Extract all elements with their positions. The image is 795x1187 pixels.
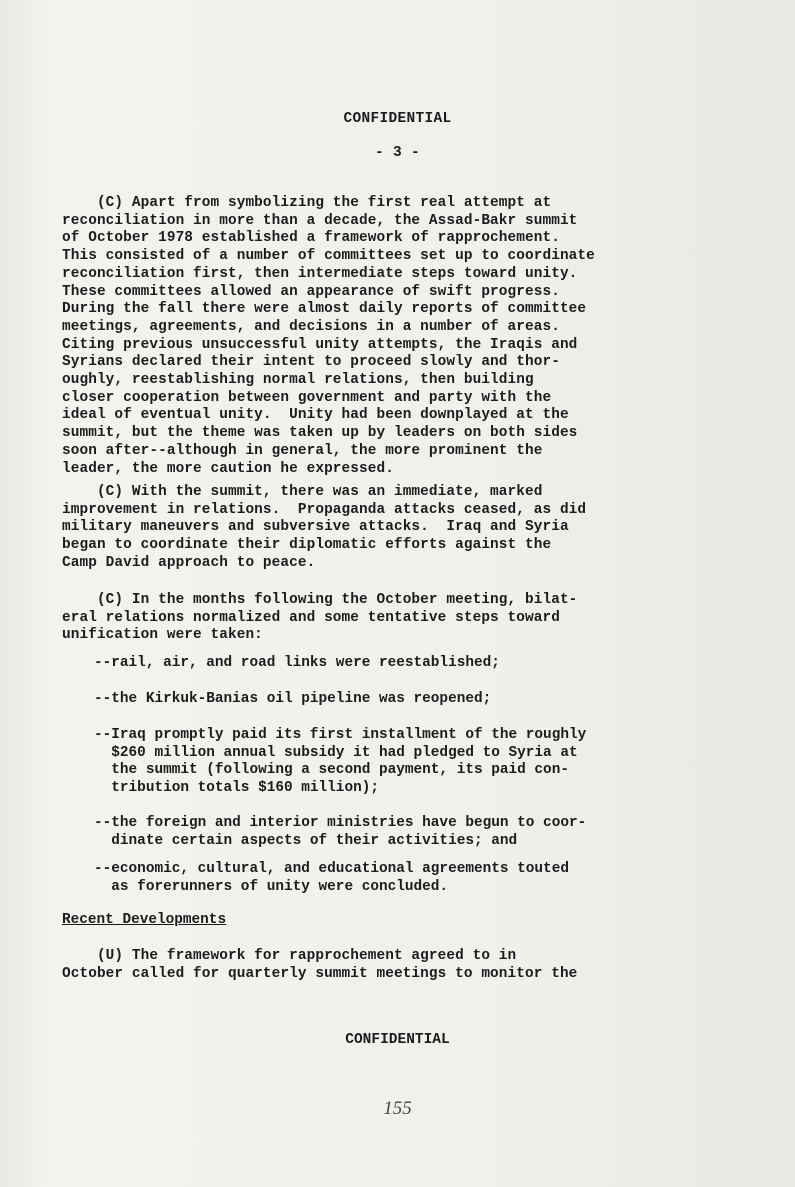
list-item: --the Kirkuk-Banias oil pipeline was reopened; [94,691,492,707]
section-heading-recent-developments: Recent Developments [62,912,227,928]
list-item: --rail, air, and road links were reestablished; [94,655,500,671]
page-number: - 3 - [374,145,420,161]
paragraph-relations-improvement: (C) With the summit, there was an immediate, marked improvement in relations. Propaganda attacks ceased, as did military maneuvers and subversive attacks. Iraq and Syria began to coordinate their diplomatic efforts against the Camp David approach to peace. [62,484,587,571]
paragraph-framework-summits: (U) The framework for rapprochement agreed to in October called for quarterly summit meetings to monitor the [62,948,578,982]
list-item: --economic, cultural, and educational agreements touted as forerunners of unity were concluded. [94,861,569,895]
classification-header: CONFIDENTIAL [343,111,452,127]
paragraph-bilateral-relations: (C) In the months following the October meeting, bilat- eral relations normalized and some tentative steps toward unification were taken: [62,592,578,644]
classification-footer: CONFIDENTIAL [345,1032,450,1048]
handwritten-folio-number: 155 [383,1098,412,1119]
list-item: --the foreign and interior ministries have begun to coor- dinate certain aspects of their activities; and [94,815,587,849]
list-item: --Iraq promptly paid its first installment of the roughly $260 million annual subsidy it had pledged to Syria at the summit (following a second payment, its paid con- tribution totals $160 million); [94,727,587,797]
paragraph-summit-framework: (C) Apart from symbolizing the first real attempt at reconciliation in more than a decade, the Assad-Bakr summit of October 1978 established a framework of rapprochement. This consisted of a number of committees set up to coordinate reconciliation first, then intermediate steps toward unity. These committees allowed an appearance of swift progress. During the fall there were almost daily reports of committee meetings, agreements, and decisions in a number of areas. Citing previous unsuccessful unity attempts, the Iraqis and Syrians declared their intent to proceed slowly and thor- oughly, reestablishing normal relations, then building closer cooperation between government and party with the ideal of eventual unity. Unity had been downplayed at the summit, but the theme was taken up by leaders on both sides soon after--although in general, the more prominent the leader, the more caution he expressed. [62,195,595,477]
